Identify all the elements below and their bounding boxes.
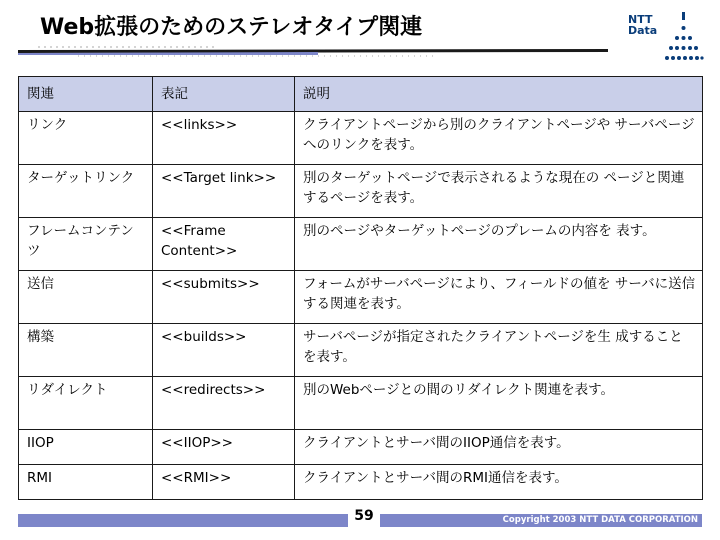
cell-description: クライアントとサーバ間のIIOP通信を表す。 xyxy=(295,430,703,465)
table-header-row xyxy=(19,77,703,112)
table-row xyxy=(19,165,703,218)
footer-bar-right xyxy=(380,514,702,527)
cell-relation: ターゲットリンク xyxy=(19,165,153,218)
table-row xyxy=(19,430,703,465)
cell-relation: リンク xyxy=(19,112,153,165)
logo-text-line1: NTT xyxy=(628,13,653,26)
cell-relation: 送信 xyxy=(19,271,153,324)
cell-relation: フレームコンテンツ xyxy=(19,218,153,271)
title-underline-decoration xyxy=(18,44,608,58)
cell-description: サーバページが指定されたクライアントページを生 成することを表す。 xyxy=(295,324,703,377)
copyright-text: Copyright 2003 NTT DATA CORPORATION xyxy=(502,515,698,525)
cell-relation: RMI xyxy=(19,465,153,500)
cell-relation: リダイレクト xyxy=(19,377,153,430)
cell-description: 別のターゲットページで表示されるような現在の ページと関連するページを表す。 xyxy=(295,165,703,218)
header-notation: 表記 xyxy=(153,77,295,112)
table-row xyxy=(19,112,703,165)
company-logo xyxy=(628,10,704,72)
logo-text-line2: Data xyxy=(628,24,658,37)
table-row xyxy=(19,218,703,271)
cell-description: 別のページやターゲットページのプレームの内容を 表す。 xyxy=(295,218,703,271)
cell-relation: IIOP xyxy=(19,430,153,465)
cell-notation: <<links>> xyxy=(153,112,295,165)
table-row xyxy=(19,324,703,377)
cell-description: クライアントページから別のクライアントページや サーバページへのリンクを表す。 xyxy=(295,112,703,165)
cell-relation: 構築 xyxy=(19,324,153,377)
table-row xyxy=(19,465,703,500)
footer-bar-left xyxy=(18,514,348,527)
cell-notation: <<redirects>> xyxy=(153,377,295,430)
cell-notation: <<IIOP>> xyxy=(153,430,295,465)
cell-description: 別のWebページとの間のリダイレクト関連を表す。 xyxy=(295,377,703,430)
cell-notation: <<Frame Content>> xyxy=(153,218,295,271)
logo-text xyxy=(628,14,668,36)
header-relation: 関連 xyxy=(19,77,153,112)
header-description: 説明 xyxy=(295,77,703,112)
stereotype-relations-table xyxy=(18,76,703,500)
table-row xyxy=(19,271,703,324)
cell-notation: <<submits>> xyxy=(153,271,295,324)
page-number: 59 xyxy=(354,508,374,524)
cell-notation: <<builds>> xyxy=(153,324,295,377)
cell-notation: <<Target link>> xyxy=(153,165,295,218)
cell-description: クライアントとサーバ間のRMI通信を表す。 xyxy=(295,465,703,500)
table-row xyxy=(19,377,703,430)
page-title: Web拡張のためのステレオタイプ関連 xyxy=(40,15,423,40)
cell-notation: <<RMI>> xyxy=(153,465,295,500)
logo-dots-icon xyxy=(664,10,704,72)
cell-description: フォームがサーバページにより、フィールドの値を サーバに送信する関連を表す。 xyxy=(295,271,703,324)
